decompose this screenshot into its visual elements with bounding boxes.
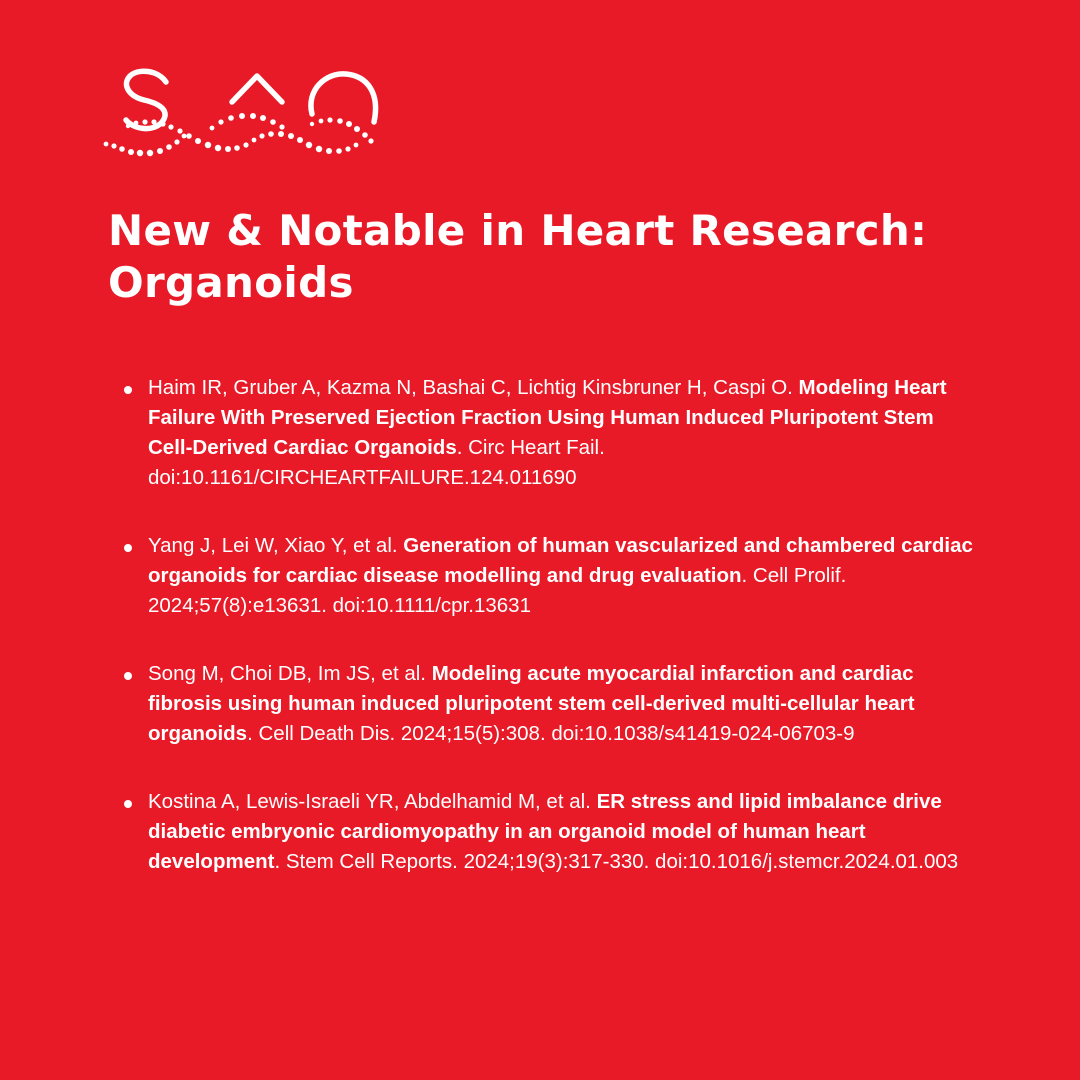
- reference-title: Generation of human vascularized and chambered cardiac organoids for cardiac disease modelling and drug evaluation: [148, 534, 973, 587]
- reference-authors: Yang J, Lei W, Xiao Y, et al.: [148, 534, 404, 557]
- bullet-icon: [124, 386, 132, 394]
- page-title-line-1: New & Notable in Heart Research:: [108, 206, 928, 255]
- reference-citation: . Stem Cell Reports. 2024;19(3):317-330. doi:10.1016/j.stemcr.2024.01.003: [274, 850, 959, 873]
- reference-title: Modeling Heart Failure With Preserved Ejection Fraction Using Human Induced Pluripotent Stem Cell-Derived Cardiac Organoids: [148, 376, 947, 459]
- reference-title: Modeling acute myocardial infarction and cardiac fibrosis using human induced pluripotent stem cell-derived multi-cellular heart organoids: [148, 662, 915, 745]
- reference-authors: Kostina A, Lewis-Israeli YR, Abdelhamid M, et al.: [148, 790, 597, 813]
- reference-citation: . Cell Death Dis. 2024;15(5):308. doi:10.1038/s41419-024-06703-9: [247, 722, 855, 745]
- reference-item: [122, 787, 982, 877]
- page-title-line-2: Organoids: [108, 258, 354, 307]
- reference-item: [122, 373, 982, 493]
- sao-logo: [100, 60, 390, 165]
- reference-item: [122, 659, 982, 749]
- page-title: [108, 205, 1008, 309]
- reference-title: ER stress and lipid imbalance drive diabetic embryonic cardiomyopathy in an organoid model of human heart development: [148, 790, 942, 873]
- reference-item: [122, 531, 982, 621]
- bullet-icon: [124, 672, 132, 680]
- bullet-icon: [124, 800, 132, 808]
- reference-citation: . Cell Prolif. 2024;57(8):e13631. doi:10.1111/cpr.13631: [148, 564, 847, 617]
- bullet-icon: [124, 544, 132, 552]
- reference-citation: . Circ Heart Fail. doi:10.1161/CIRCHEARTFAILURE.124.011690: [148, 436, 605, 489]
- reference-list: [122, 373, 982, 915]
- reference-authors: Song M, Choi DB, Im JS, et al.: [148, 662, 432, 685]
- reference-authors: Haim IR, Gruber A, Kazma N, Bashai C, Lichtig Kinsbruner H, Caspi O.: [148, 376, 799, 399]
